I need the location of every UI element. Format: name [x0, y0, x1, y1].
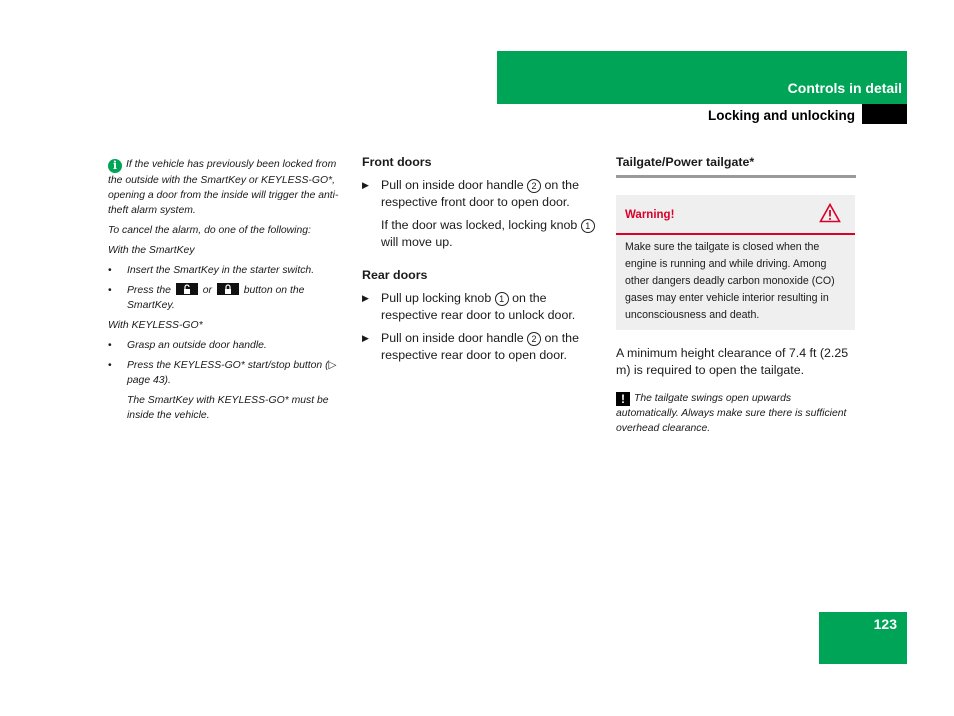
list-item	[108, 338, 343, 353]
step-text: on the respective rear door to unlock door.	[381, 291, 576, 322]
front-doors-heading: Front doors	[362, 155, 432, 169]
page-number-box	[819, 612, 907, 664]
callout-number: 1	[495, 292, 509, 306]
cancel-intro: To cancel the alarm, do one of the following:	[108, 225, 311, 236]
bullet: •	[108, 285, 112, 296]
callout-number: 1	[581, 219, 595, 233]
instruction-step	[362, 290, 602, 324]
list-item-text: Press the	[127, 285, 171, 296]
header-band	[497, 51, 907, 104]
info-column	[108, 157, 343, 428]
list-item-text: Press the KEYLESS-GO* start/stop button (▷ page 43).	[127, 360, 337, 386]
warning-box	[616, 195, 855, 330]
clearance-paragraph: A minimum height clearance of 7.4 ft (2.25 m) is required to open the tailgate.	[616, 346, 849, 377]
info-paragraph	[108, 157, 343, 218]
info-text: If the vehicle has previously been locked from the outside with the SmartKey or KEYLESS-GO*, opening a door from the inside will trigger the anti-theft alarm system.	[108, 159, 339, 216]
section-title: Controls in detail	[787, 80, 902, 96]
bullet: •	[108, 360, 112, 371]
info-icon: i	[108, 159, 122, 173]
step-text: Pull on inside door handle	[381, 178, 524, 192]
step-arrow-icon: ▶	[362, 180, 369, 190]
warning-text: Make sure the tailgate is closed when the engine is running and while driving. Among other dangers deadly carbon monoxide (CO) gases may enter vehicle interior resulting in unconsciousness and death.	[625, 241, 835, 321]
keyless-heading: With KEYLESS-GO*	[108, 320, 203, 331]
smartkey-heading: With the SmartKey	[108, 245, 195, 256]
caution-icon: !	[616, 392, 630, 406]
caution-note	[616, 391, 856, 436]
instruction-step	[362, 177, 602, 211]
bullet: •	[108, 340, 112, 351]
step-arrow-icon: ▶	[362, 293, 369, 303]
lock-button-icon	[217, 283, 239, 295]
warning-title: Warning!	[625, 209, 675, 221]
list-item-text: Insert the SmartKey in the starter switch.	[127, 265, 315, 276]
note-text: If the door was locked, locking knob	[381, 218, 578, 232]
step-text: on the respective rear door to open door.	[381, 331, 579, 362]
section-tab-marker	[862, 104, 907, 124]
list-item	[108, 358, 343, 388]
callout-number: 2	[527, 179, 541, 193]
note-text: will move up.	[381, 235, 453, 249]
instruction-step	[362, 330, 602, 364]
caution-text: The tailgate swings open upwards automatically. Always make sure there is sufficient overhead clearance.	[616, 393, 847, 434]
warning-triangle-icon	[819, 203, 841, 228]
step-arrow-icon: ▶	[362, 333, 369, 343]
list-item	[108, 263, 343, 278]
list-item-text: button on the SmartKey.	[127, 285, 305, 311]
tailgate-column	[616, 154, 856, 436]
step-note	[362, 217, 602, 251]
keyless-note: The SmartKey with KEYLESS-GO* must be inside the vehicle.	[127, 395, 329, 421]
tailgate-heading: Tailgate/Power tailgate*	[616, 154, 856, 178]
step-text: Pull on inside door handle	[381, 331, 524, 345]
warning-header	[616, 195, 855, 235]
doors-column	[362, 154, 602, 370]
bullet: •	[108, 265, 112, 276]
list-item	[108, 283, 343, 313]
subsection-title: Locking and unlocking	[707, 108, 855, 123]
unlock-button-icon	[176, 283, 198, 295]
step-text: Pull up locking knob	[381, 291, 492, 305]
list-item-text: or	[202, 285, 212, 296]
step-text: on the respective front door to open door.	[381, 178, 579, 209]
rear-doors-heading: Rear doors	[362, 268, 428, 282]
callout-number: 2	[527, 332, 541, 346]
page-number: 123	[873, 616, 897, 632]
list-item-text: Grasp an outside door handle.	[127, 340, 267, 351]
